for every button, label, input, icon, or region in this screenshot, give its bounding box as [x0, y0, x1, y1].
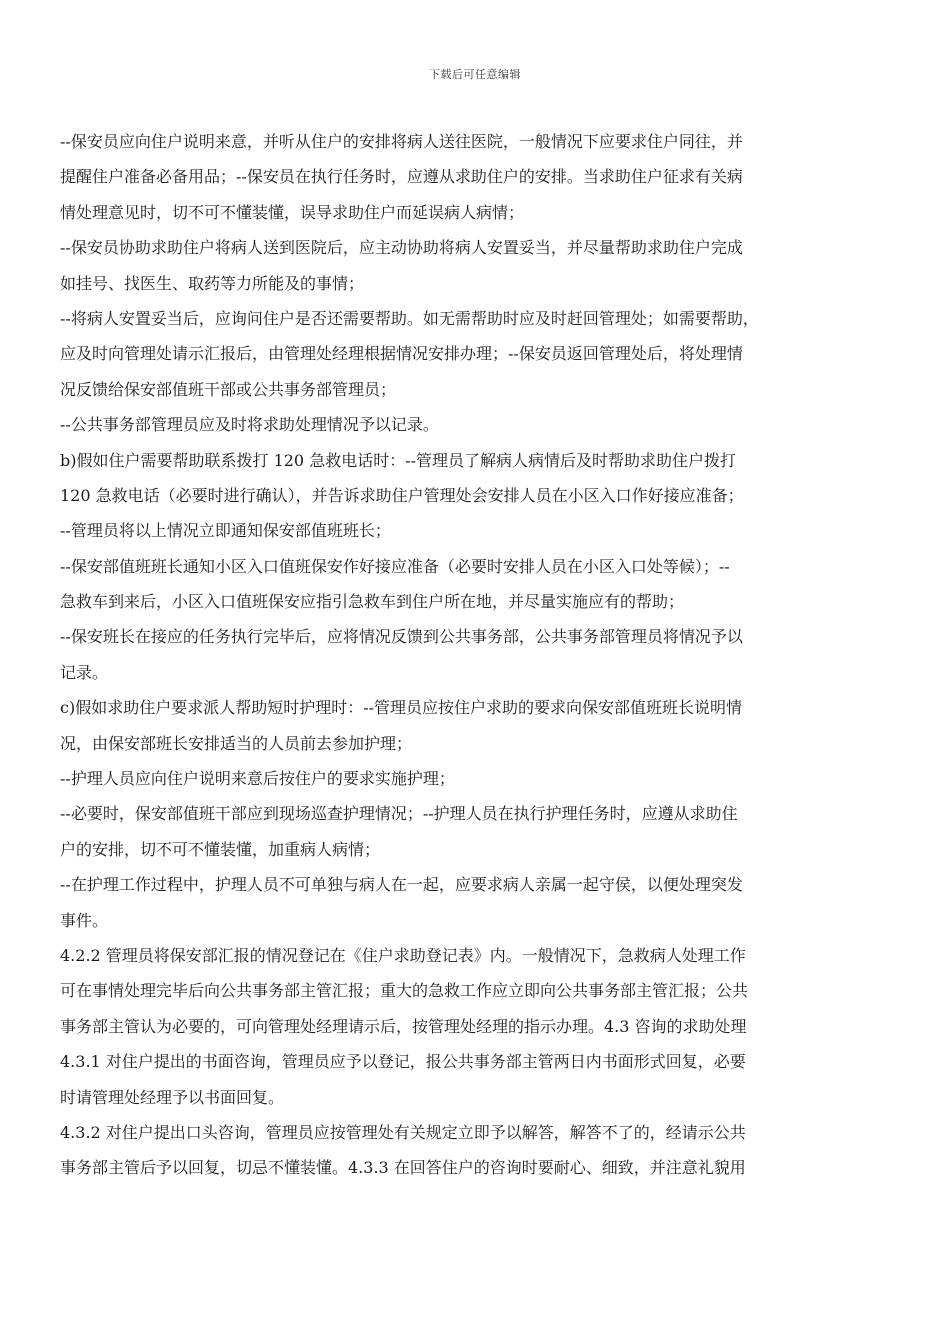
text-line: --将病人安置妥当后，应询问住户是否还需要帮助。如无需帮助时应及时赶回管理处；如需要帮助， [60, 308, 759, 328]
text-line: 事务部主管认为必要的，可向管理处经理请示后，按管理处经理的指示办理。4.3 咨询的求助处理 [60, 1016, 747, 1036]
document-body [60, 124, 888, 1186]
text-line: --保安部值班班长通知小区入口值班保安作好接应准备（必要时安排人员在小区入口处等候）；-- [60, 556, 730, 576]
text-line: --保安员协助求助住户将病人送到医院后，应主动协助将病人安置妥当，并尽量帮助求助住户完成 [60, 238, 743, 258]
text-line: 况，由保安部班长安排适当的人员前去参加护理； [60, 733, 413, 753]
text-line: --管理员将以上情况立即通知保安部值班班长； [60, 521, 391, 541]
text-line: 120 急救电话（必要时进行确认），并告诉求助住户管理处会安排人员在小区入口作好接应准备； [60, 485, 744, 505]
text-line: 急救车到来后，小区入口值班保安应指引急救车到住户所在地，并尽量实施应有的帮助； [60, 592, 685, 612]
text-line: 提醒住户准备必备用品；--保安员在执行任务时，应遵从求助住户的安排。当求助住户征求有关病 [60, 167, 743, 187]
text-line: --公共事务部管理员应及时将求助处理情况予以记录。 [60, 415, 439, 435]
text-line: 时请管理处经理予以书面回复。 [60, 1087, 285, 1107]
text-line: --护理人员应向住户说明来意后按住户的要求实施护理； [60, 769, 455, 789]
text-line: 记录。 [60, 662, 109, 682]
text-line: 4.2.2 管理员将保安部汇报的情况登记在《住户求助登记表》内。一般情况下，急救病人处理工作 [60, 945, 746, 965]
text-line: c)假如求助住户要求派人帮助短时护理时：--管理员应按住户求助的要求向保安部值班班长说明情 [60, 698, 743, 718]
text-line: 应及时向管理处请示汇报后，由管理处经理根据情况安排办理；--保安员返回管理处后，将处理情 [60, 344, 743, 364]
page-header-note: 下载后可任意编辑 [429, 68, 521, 81]
text-line: 4.3.1 对住户提出的书面咨询，管理员应予以登记，报公共事务部主管两日内书面形式回复，必要 [60, 1052, 746, 1072]
text-line: 如挂号、找医生、取药等力所能及的事情； [60, 273, 365, 293]
text-line: 事务部主管后予以回复，切忌不懂装懂。4.3.3 在回答住户的咨询时要耐心、细致，并注意礼貌用 [60, 1158, 746, 1178]
text-line: --必要时，保安部值班干部应到现场巡查护理情况；--护理人员在执行护理任务时，应遵从求助住 [60, 804, 738, 824]
text-line: 可在事情处理完毕后向公共事务部主管汇报；重大的急救工作应立即向公共事务部主管汇报；公共 [60, 981, 749, 1001]
text-line: --保安员应向住户说明来意，并听从住户的安排将病人送往医院，一般情况下应要求住户同往，并 [60, 132, 743, 151]
text-line: b)假如住户需要帮助联系拨打 120 急救电话时：--管理员了解病人病情后及时帮助求助住户拨打 [60, 450, 737, 470]
text-line: 户的安排，切不可不懂装懂，加重病人病情； [60, 839, 381, 859]
text-line: 况反馈给保安部值班干部或公共事务部管理员； [60, 379, 397, 399]
text-line: --在护理工作过程中，护理人员不可单独与病人在一起，应要求病人亲属一起守侯，以便处理突发 [60, 875, 743, 895]
text-line: --保安班长在接应的任务执行完毕后，应将情况反馈到公共事务部，公共事务部管理员将情况予以 [60, 627, 743, 647]
text-line: 情处理意见时，切不可不懂装懂，误导求助住户而延误病人病情； [60, 202, 525, 222]
text-line: 4.3.2 对住户提出口头咨询，管理员应按管理处有关规定立即予以解答，解答不了的，经请示公共 [60, 1122, 746, 1142]
text-line: 事件。 [60, 910, 109, 930]
